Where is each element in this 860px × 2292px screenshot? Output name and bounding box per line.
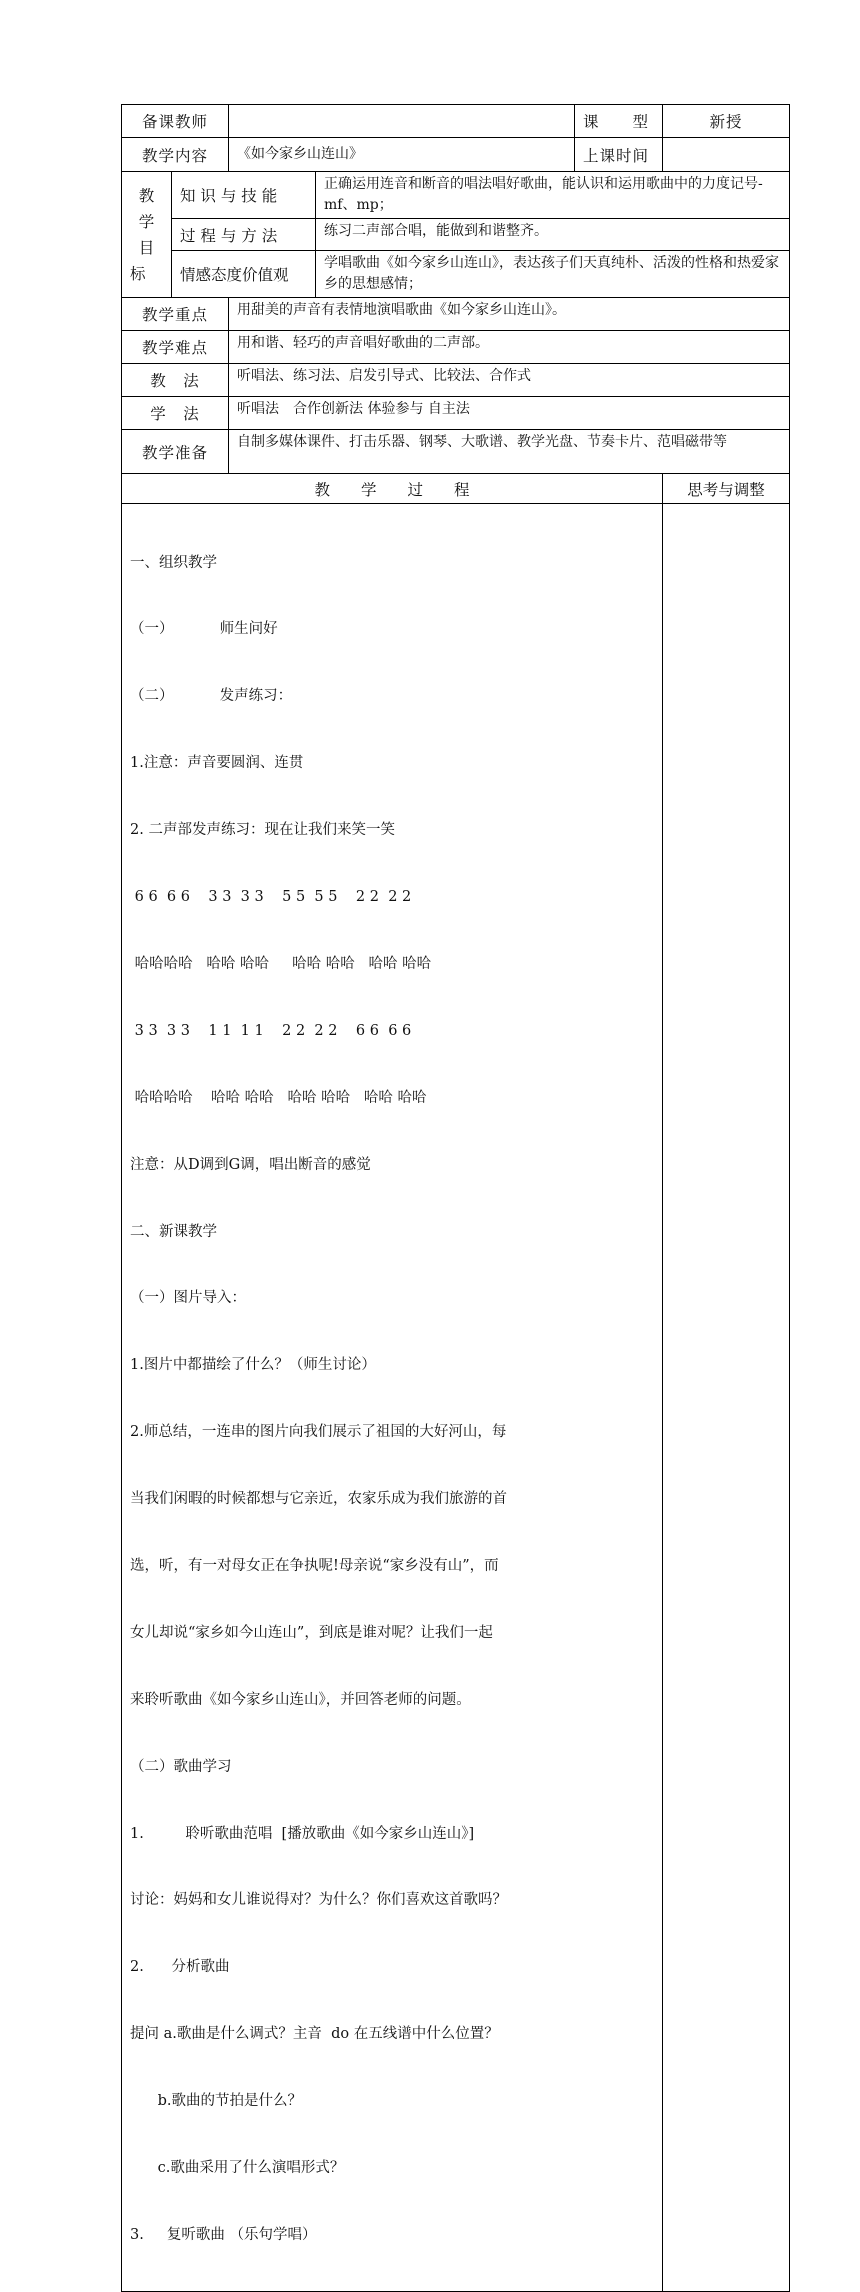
process-line: 选，听，有一对母女正在争执呢!母亲说“家乡没有山”，而 (130, 1557, 499, 1574)
learning-method-label: 学 法 (122, 397, 229, 430)
process-line: 2. 二声部发声练习：现在让我们来笑一笑 (130, 822, 395, 839)
objective-process-label: 过 程 与 方 法 (172, 219, 316, 251)
process-line: 3. 复听歌曲 （乐句学唱） (130, 2226, 317, 2243)
process-line: 注意：从D调到G调，唱出断音的感觉 (130, 1156, 371, 1173)
process-line: 1.图片中都描绘了什么？（师生讨论） (130, 1357, 376, 1374)
process-line: 哈哈哈哈 哈哈 哈哈 哈哈 哈哈 哈哈 哈哈 (130, 955, 432, 972)
objective-knowledge-label: 知 识 与 技 能 (172, 172, 316, 219)
preparation-label: 教学准备 (122, 430, 229, 474)
reflect-content (663, 504, 790, 2292)
process-line: 1. 聆听歌曲范唱 [播放歌曲《如今家乡山连山》] (130, 1825, 475, 1842)
key-point-label: 教学重点 (122, 298, 229, 331)
learning-method-text: 听唱法 合作创新法 体验参与 自主法 (229, 397, 790, 430)
process-line: 二、新课教学 (130, 1223, 217, 1240)
process-title: 教 学 过 程 (122, 474, 663, 504)
difficulty-text: 用和谐、轻巧的声音唱好歌曲的二声部。 (229, 331, 790, 364)
objectives-label: 教 学 目 标 (122, 172, 172, 298)
teacher-value (229, 105, 575, 138)
objective-knowledge-text: 正确运用连音和断音的唱法唱好歌曲，能认识和运用歌曲中的力度记号-mf、mp； (316, 172, 790, 219)
process-line: 2. 分析歌曲 (130, 1959, 230, 1976)
process-line: 当我们闲暇的时候都想与它亲近，农家乐成为我们旅游的首 (130, 1491, 507, 1508)
class-time-value (663, 138, 790, 172)
reflect-title: 思考与调整 (663, 474, 790, 504)
lesson-type-label: 课 型 (575, 105, 663, 138)
content-label: 教学内容 (122, 138, 229, 172)
key-point-text: 用甜美的声音有表情地演唱歌曲《如今家乡山连山》。 (229, 298, 790, 331)
process-line: 一、组织教学 (130, 554, 217, 571)
process-line: （二） 发声练习： (130, 688, 293, 705)
process-line: 1.注意：声音要圆润、连贯 (130, 755, 304, 772)
process-line: （二）歌曲学习 (130, 1758, 232, 1775)
objective-attitude-text: 学唱歌曲《如今家乡山连山》，表达孩子们天真纯朴、活泼的性格和热爱家乡的思想感情； (316, 251, 790, 298)
process-line: c.歌曲采用了什么演唱形式？ (130, 2159, 345, 2176)
process-line: 3 3 3 3 1 1 1 1 2 2 2 2 6 6 6 6 (130, 1022, 412, 1039)
teaching-method-label: 教 法 (122, 364, 229, 397)
process-line: 哈哈哈哈 哈哈 哈哈 哈哈 哈哈 哈哈 哈哈 (130, 1089, 427, 1106)
process-line: 2.师总结，一连串的图片向我们展示了祖国的大好河山，每 (130, 1424, 507, 1441)
content-value: 《如今家乡山连山》 (229, 138, 575, 172)
objective-process-text: 练习二声部合唱，能做到和谐整齐。 (316, 219, 790, 251)
process-line: 提问 a.歌曲是什么调式？主音 do 在五线谱中什么位置？ (130, 2026, 499, 2043)
process-line: 讨论：妈妈和女儿谁说得对？为什么？你们喜欢这首歌吗？ (130, 1892, 507, 1909)
class-time-label: 上课时间 (575, 138, 663, 172)
process-line: 来聆听歌曲《如今家乡山连山》，并回答老师的问题。 (130, 1691, 471, 1708)
difficulty-label: 教学难点 (122, 331, 229, 364)
process-line: 6 6 6 6 3 3 3 3 5 5 5 5 2 2 2 2 (130, 889, 412, 906)
teacher-label: 备课教师 (122, 105, 229, 138)
preparation-text: 自制多媒体课件、打击乐器、钢琴、大歌谱、教学光盘、节奏卡片、范唱磁带等 (229, 430, 790, 474)
objective-attitude-label: 情感态度价值观 (172, 251, 316, 298)
process-line: （一）图片导入： (130, 1290, 246, 1307)
process-line: 女儿却说“家乡如今山连山”，到底是谁对呢？让我们一起 (130, 1624, 493, 1641)
process-line: （一） 师生问好 (130, 621, 278, 638)
teaching-method-text: 听唱法、练习法、启发引导式、比较法、合作式 (229, 364, 790, 397)
lesson-type-value: 新授 (663, 105, 790, 138)
process-content (122, 504, 663, 2292)
lesson-plan-table (121, 104, 789, 2292)
process-line: b.歌曲的节拍是什么？ (130, 2093, 303, 2110)
